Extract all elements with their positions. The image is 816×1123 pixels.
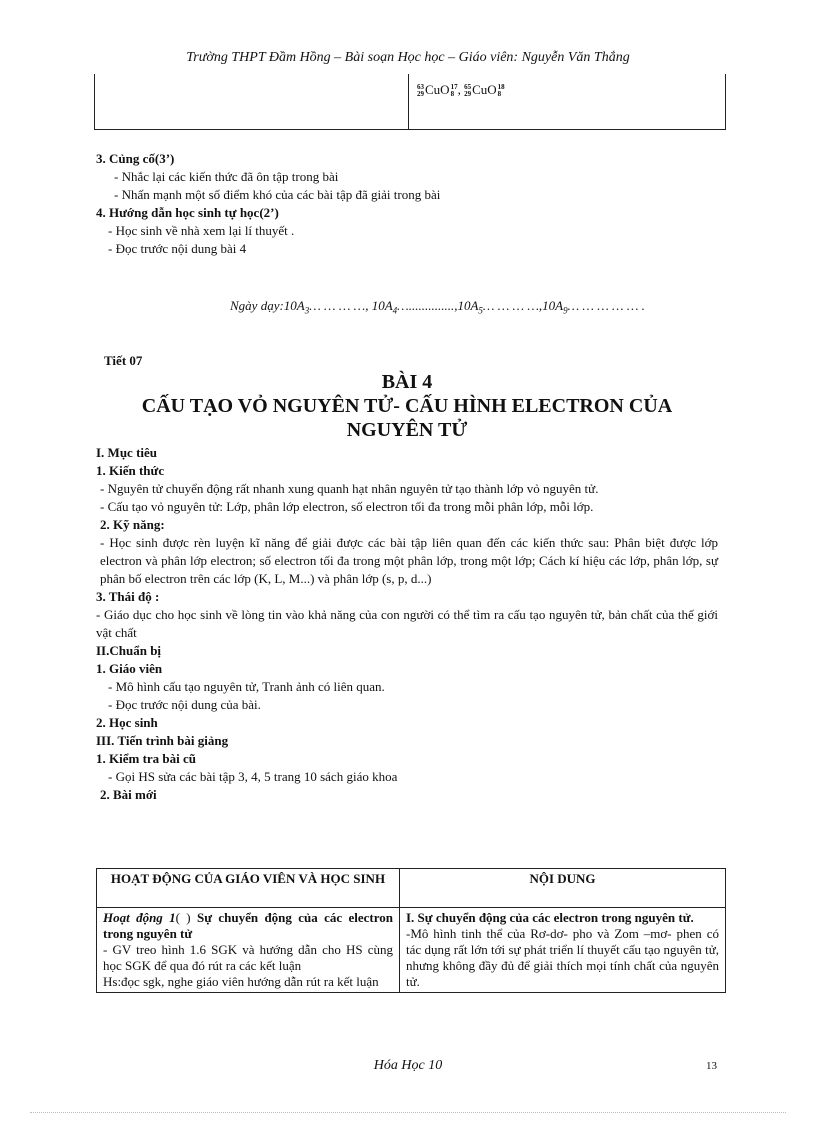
giaovien-item: - Mô hình cấu tạo nguyên tử, Tranh ảnh có liên quan. [108,679,385,694]
hocsinh-title: 2. Học sinh [96,715,158,730]
tientrinh-heading: III. Tiến trình bài giảng [96,733,229,748]
page-footer: Hóa Học 10 [373,1058,443,1073]
giaovien-title: 1. Giáo viên [96,661,163,676]
lesson-body [96,444,718,804]
kynang-title: 2. Kỹ năng: [100,517,165,532]
cungco-section [96,150,718,258]
cungco-item: - Nhắc lại các kiến thức đã ôn tập trong bài [114,169,339,184]
lesson-number: BÀI 4 [381,371,433,393]
isotope-formula [417,82,505,98]
oxygen-b-numbers: 18 8 [497,83,505,99]
huongdan-title: 4. Hướng dẫn học sinh tự học(2’) [96,205,279,220]
cungco-item: - Nhấn mạnh một số điểm khó của các bài tập đã giải trong bài [114,187,441,202]
header-activities: HOẠT ĐỘNG CỦA GIÁO VIÊN VÀ HỌC SINH [97,869,400,908]
kiemtra-title: 1. Kiểm tra bài cũ [96,751,197,766]
content-text: -Mô hình tinh thể của Rơ-dơ- pho và Zom –mơ- phen có tác dụng rất lớn tới sự phát triển lí thuyết cấu tạo nguyên tử, nhưng không đầy đủ để giải thích mọi tính chất của nguyên tử. [406,926,719,989]
oxygen-a-numbers: 17 8 [450,83,458,99]
teaching-date-line: Ngày $dạy:10A_3\dots$ … … …, $10A_4\dots..............,10A_5\dots$ … … $\dots,10A_9\dots$ … … … … . [230,298,645,316]
page-bottom-border [30,1112,786,1113]
page-header: Trường THPT Đầm Hồng – Bài soạn Học học – Giáo viên: Nguyễn Văn Thắng [186,50,630,65]
formula-a-base: CuO [425,82,450,97]
activity-table [96,868,726,993]
thaido-title: 3. Thái độ : [96,589,160,604]
content-cell [400,908,726,993]
lesson-title: CẤU TẠO VỎ NGUYÊN TỬ- CẤU HÌNH ELECTRON CỦA NGUYÊN TỬ [141,395,673,441]
kiemtra-text: - Gọi HS sửa các bài tập 3, 4, 5 trang 10 sách giáo khoa [108,769,398,784]
muctieu-heading: I. Mục tiêu [96,445,158,460]
table-row [97,908,726,993]
lesson-period: Tiết 07 [104,353,143,368]
lesson-title-block [96,370,718,442]
thaido-text: - Giáo dục cho học sinh về lòng tin vào khả năng của con người có thể tìm ra cấu tạo nguyên tử, bản chất của thế giới vật chất [96,607,718,640]
activity-cell [97,908,400,993]
table-column-divider [408,74,409,129]
activity-heading: Hoạt động 1( ) Sự chuyển động của các electron trong nguyên tử [103,910,393,941]
kynang-text: - Học sinh được rèn luyện kĩ năng để giải được các bài tập liên quan đến các kiến thức sau: Phân biệt được lớp electron và phân lớp electron; số electron tối đa trong một phân lớp, trong một lớp; Cách kí hiệu các lớp, phân lớp, sự phân bố electron trên các lớp (K, L, M...) và phân lớp (s, p, d...) [100,535,718,586]
kienthuc-item: - Nguyên tử chuyển động rất nhanh xung quanh hạt nhân nguyên tử tạo thành lớp vỏ nguyên tử. [100,481,599,496]
cungco-title: 3. Củng cố(3’) [96,151,175,166]
isotope-b-numbers: 65 29 [464,83,472,99]
isotope-a-numbers: 63 29 [417,83,424,99]
kienthuc-title: 1. Kiến thức [96,463,165,478]
formula-separator: , [457,82,461,97]
content-title: I. Sự chuyển động của các electron trong nguyên tử. [406,910,694,925]
huongdan-item: - Đọc trước nội dung bài 4 [108,241,247,256]
formula-b-base: CuO [472,82,497,97]
giaovien-item: - Đọc trước nội dung của bài. [108,697,261,712]
page-number: 13 [706,1060,717,1072]
activity-line: - GV treo hình 1.6 SGK và hướng dẫn cho HS cùng học SGK để qua đó rút ra các kết luận [103,942,393,973]
huongdan-item: - Học sinh về nhà xem lại lí thuyết . [108,223,295,238]
kienthuc-item: - Cấu tạo vỏ nguyên tử: Lớp, phân lớp electron, số electron tối đa trong mỗi phân lớp, mỗi lớp. [100,499,594,514]
activity-line: Hs:đọc sgk, nghe giáo viên hướng dẫn rút ra kết luận [103,974,379,989]
table-header-row [97,869,726,908]
chuanbi-heading: II.Chuẩn bị [96,643,162,658]
header-content: NỘI DUNG [400,869,726,908]
top-table-fragment [94,74,726,130]
baimoi-title: 2. Bài mới [100,787,157,802]
